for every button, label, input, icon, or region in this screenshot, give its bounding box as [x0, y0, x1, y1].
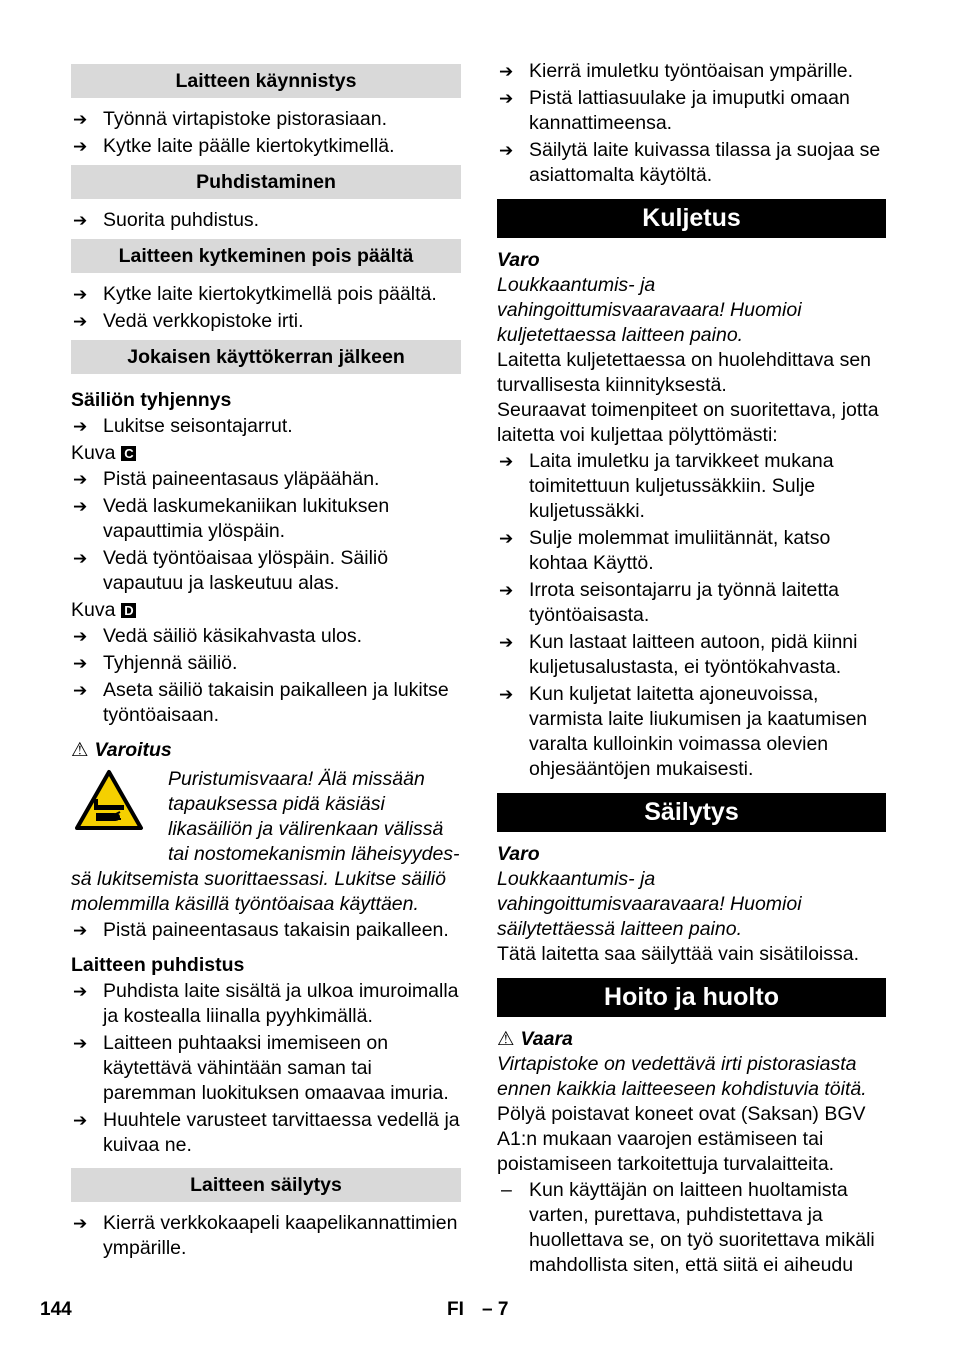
list-item-text: Kytke laite päälle kiertokytkimellä.: [103, 135, 395, 157]
list-item: [497, 59, 886, 84]
list-item: [71, 918, 461, 943]
list-item-text: Sulje molemmat imuliitännät, katso kohtaa Käyttö.: [529, 527, 831, 574]
list-item-text: Vedä työntöaisaa ylöspäin. Säiliö vapautuu ja laskeutuu alas.: [103, 547, 389, 594]
figure-label: Kuva: [71, 599, 116, 621]
list-empty-tank: [71, 414, 461, 439]
list-start: [71, 107, 461, 159]
list-cleaning: [71, 208, 461, 233]
list-item-text: Aseta säiliö takaisin paikalleen ja lukitse työntöaisaan.: [103, 679, 449, 726]
caution-text-transport: Loukkaantumis- ja vahingoittumisvaaravaara! Huomioi kuljetettaessa laitteen paino.: [497, 274, 802, 346]
arrow-bullet-icon: ➔: [73, 654, 88, 673]
list-maintenance-dash: [497, 1178, 886, 1278]
dash-bullet-icon: –: [501, 1179, 512, 1201]
arrow-bullet-icon: ➔: [73, 470, 88, 489]
list-device-cleaning: [71, 979, 461, 1158]
list-item: [497, 138, 886, 188]
list-device-storage: [71, 1211, 461, 1261]
list-item-text: Puhdista laite sisältä ja ulkoa imuroimalla ja kostealla liinalla pyyhkimällä.: [103, 980, 459, 1027]
list-item-text: Vedä verkkopistoke irti.: [103, 310, 304, 332]
list-item: [71, 1211, 461, 1261]
list-item-text: Laitteen puhtaaksi imemiseen on käytettävä vähintään saman tai paremman luokituksen omaavaa imuria.: [103, 1032, 449, 1104]
danger-text: Virtapistoke on vedettävä irti pistorasiasta ennen kaikkia laitteeseen kohdistuvia töitä.: [497, 1053, 867, 1100]
heading-transport: Kuljetus: [497, 199, 886, 238]
arrow-bullet-icon: ➔: [73, 211, 88, 230]
arrow-bullet-icon: ➔: [73, 312, 88, 331]
list-item-text: Säilytä laite kuivassa tilassa ja suojaa se asiattomalta käytöltä.: [529, 139, 881, 186]
figure-label: Kuva: [71, 442, 116, 464]
heading-cleaning: Puhdistaminen: [71, 165, 461, 199]
list-item: [71, 208, 461, 233]
subheading-empty-tank: Säiliön tyhjennys: [71, 389, 232, 411]
heading-device-storage: Laitteen säilytys: [71, 1168, 461, 1202]
arrow-bullet-icon: ➔: [73, 1214, 88, 1233]
list-item: [71, 282, 461, 307]
page-number: 144: [40, 1299, 72, 1320]
arrow-bullet-icon: ➔: [73, 681, 88, 700]
danger-label-text: Vaara: [520, 1028, 573, 1050]
heading-switch-off: Laitteen kytkeminen pois päältä: [71, 239, 461, 273]
warning-triangle-icon: ⚠: [71, 739, 89, 761]
warning-text-1: Puristumisvaara! Älä missään tapauksessa pidä käsiäsi likasäiliön ja välirenkaan välissä tai nostomekanismin läheisyydes-: [168, 768, 460, 865]
caution-label-transport: Varo: [497, 249, 540, 271]
list-item-text: Kun lastaat laitteen autoon, pidä kiinni kuljetusalustasta, ei työntökahvasta.: [529, 631, 858, 678]
arrow-bullet-icon: ➔: [499, 581, 514, 600]
list-item: [497, 682, 886, 782]
hand-crush-warning-icon: [74, 769, 144, 831]
list-item-text: Suorita puhdistus.: [103, 209, 260, 231]
list-item-text: Pistä lattiasuulake ja imuputki omaan kannattimeensa.: [529, 87, 850, 134]
danger-label: [497, 1027, 886, 1052]
list-figure-c: [71, 467, 461, 596]
list-item: [497, 578, 886, 628]
list-item: [497, 526, 886, 576]
transport-paragraph-1: Laitetta kuljetettaessa on huolehdittava sen turvallisesta kiinnityksestä.: [497, 349, 872, 396]
list-item-text: Kytke laite kiertokytkimellä pois päältä.: [103, 283, 437, 305]
list-item: [71, 467, 461, 492]
list-storage-continued: [497, 59, 886, 188]
list-item: [71, 546, 461, 596]
figure-letter-d: D: [121, 603, 136, 618]
list-item-text: Kun kuljetat laitetta ajoneuvoissa, varmista laite liukumisen ja kaatumisen varalta kulloinkin voimassa olevien ohjesääntöjen mukaisesti.: [529, 683, 868, 780]
list-item: [71, 134, 461, 159]
list-item: [71, 678, 461, 728]
list-item: [71, 309, 461, 334]
heading-after-use: Jokaisen käyttökerran jälkeen: [71, 340, 461, 374]
list-item-text: Vedä laskumekaniikan lukituksen vapauttimia ylöspäin.: [103, 495, 390, 542]
list-item-text: Kun käyttäjän on laitteen huoltamista varten, purettava, puhdistettava ja huollettava se, on työ suoritettava mikäli mahdollista siten, että siitä ei aiheudu: [529, 1179, 875, 1276]
list-item: [71, 494, 461, 544]
list-item-text: Työnnä virtapistoke pistorasiaan.: [103, 108, 387, 130]
arrow-bullet-icon: ➔: [73, 549, 88, 568]
list-item: [71, 624, 461, 649]
arrow-bullet-icon: ➔: [73, 1111, 88, 1130]
left-column: [71, 58, 461, 1263]
arrow-bullet-icon: ➔: [73, 417, 88, 436]
arrow-bullet-icon: ➔: [73, 497, 88, 516]
list-item-text: Lukitse seisontajarrut.: [103, 415, 293, 437]
list-item-text: Vedä säiliö käsikahvasta ulos.: [103, 625, 363, 647]
arrow-bullet-icon: ➔: [499, 89, 514, 108]
heading-storage: Säilytys: [497, 793, 886, 832]
list-item-text: Pistä paineentasaus yläpäähän.: [103, 468, 380, 490]
arrow-bullet-icon: ➔: [73, 285, 88, 304]
list-item: [497, 449, 886, 524]
list-item: [497, 630, 886, 680]
language-code: FI: [447, 1299, 464, 1320]
list-item: [71, 107, 461, 132]
list-item-text: Irrota seisontajarru ja työnnä laitetta työntöaisasta.: [529, 579, 840, 626]
arrow-bullet-icon: ➔: [73, 110, 88, 129]
transport-paragraph-2: Seuraavat toimenpiteet on suoritettava, jotta laitetta voi kuljettaa pölyttömästi:: [497, 399, 879, 446]
warning-triangle-icon: ⚠: [497, 1028, 515, 1050]
list-item-text: Kierrä verkkokaapeli kaapelikannattimien ympärille.: [103, 1212, 458, 1259]
arrow-bullet-icon: ➔: [73, 137, 88, 156]
list-item: [71, 1108, 461, 1158]
list-item: [71, 414, 461, 439]
right-column: [497, 58, 886, 1280]
arrow-bullet-icon: ➔: [499, 685, 514, 704]
warning-block: [71, 763, 461, 917]
arrow-bullet-icon: ➔: [73, 1034, 88, 1053]
arrow-bullet-icon: ➔: [73, 982, 88, 1001]
warning-label-text: Varoitus: [94, 739, 172, 761]
figure-letter-c: C: [121, 446, 136, 461]
list-item-text: Laita imuletku ja tarvikkeet mukana toimitettuun kuljetussäkkiin. Sulje kuljetussäkki.: [529, 450, 834, 522]
list-item: [497, 86, 886, 136]
list-item-text: Tyhjennä säiliö.: [103, 652, 238, 674]
warning-label: [71, 738, 461, 763]
list-after-warning: [71, 918, 461, 943]
list-item-text: Pistä paineentasaus takaisin paikalleen.: [103, 919, 449, 941]
figure-ref-d: [71, 598, 461, 623]
list-item-text: Kierrä imuletku työntöaisan ympärille.: [529, 60, 854, 82]
subheading-device-cleaning: Laitteen puhdistus: [71, 954, 245, 976]
list-figure-d: [71, 624, 461, 728]
sub-page-number: – 7: [482, 1299, 509, 1320]
caution-text-storage: Loukkaantumis- ja vahingoittumisvaaravaara! Huomioi säilytettäessä laitteen paino.: [497, 868, 802, 940]
list-item-text: Huuhtele varusteet tarvittaessa vedellä ja kuivaa ne.: [103, 1109, 460, 1156]
arrow-bullet-icon: ➔: [499, 141, 514, 160]
storage-paragraph: Tätä laitetta saa säilyttää vain sisätiloissa.: [497, 943, 860, 965]
list-switch-off: [71, 282, 461, 334]
heading-start: Laitteen käynnistys: [71, 64, 461, 98]
maintenance-paragraph: Pölyä poistavat koneet ovat (Saksan) BGV A1:n mukaan vaarojen estämiseen tai poistamiseen tarkoitettuja turvalaitteita.: [497, 1103, 866, 1175]
list-item: [71, 979, 461, 1029]
arrow-bullet-icon: ➔: [73, 921, 88, 940]
list-item: [71, 1031, 461, 1106]
caution-label-storage: Varo: [497, 843, 540, 865]
arrow-bullet-icon: ➔: [499, 633, 514, 652]
arrow-bullet-icon: ➔: [499, 62, 514, 81]
list-item: [497, 1178, 886, 1278]
heading-maintenance: Hoito ja huolto: [497, 978, 886, 1017]
arrow-bullet-icon: ➔: [73, 627, 88, 646]
arrow-bullet-icon: ➔: [499, 529, 514, 548]
warning-text-2: sä lukitsemista suorittaessasi. Lukitse säiliö molemmilla käsillä työntöaisaa käyttäen.: [71, 868, 446, 915]
figure-ref-c: [71, 441, 461, 466]
arrow-bullet-icon: ➔: [499, 452, 514, 471]
list-item: [71, 651, 461, 676]
list-transport: [497, 449, 886, 782]
